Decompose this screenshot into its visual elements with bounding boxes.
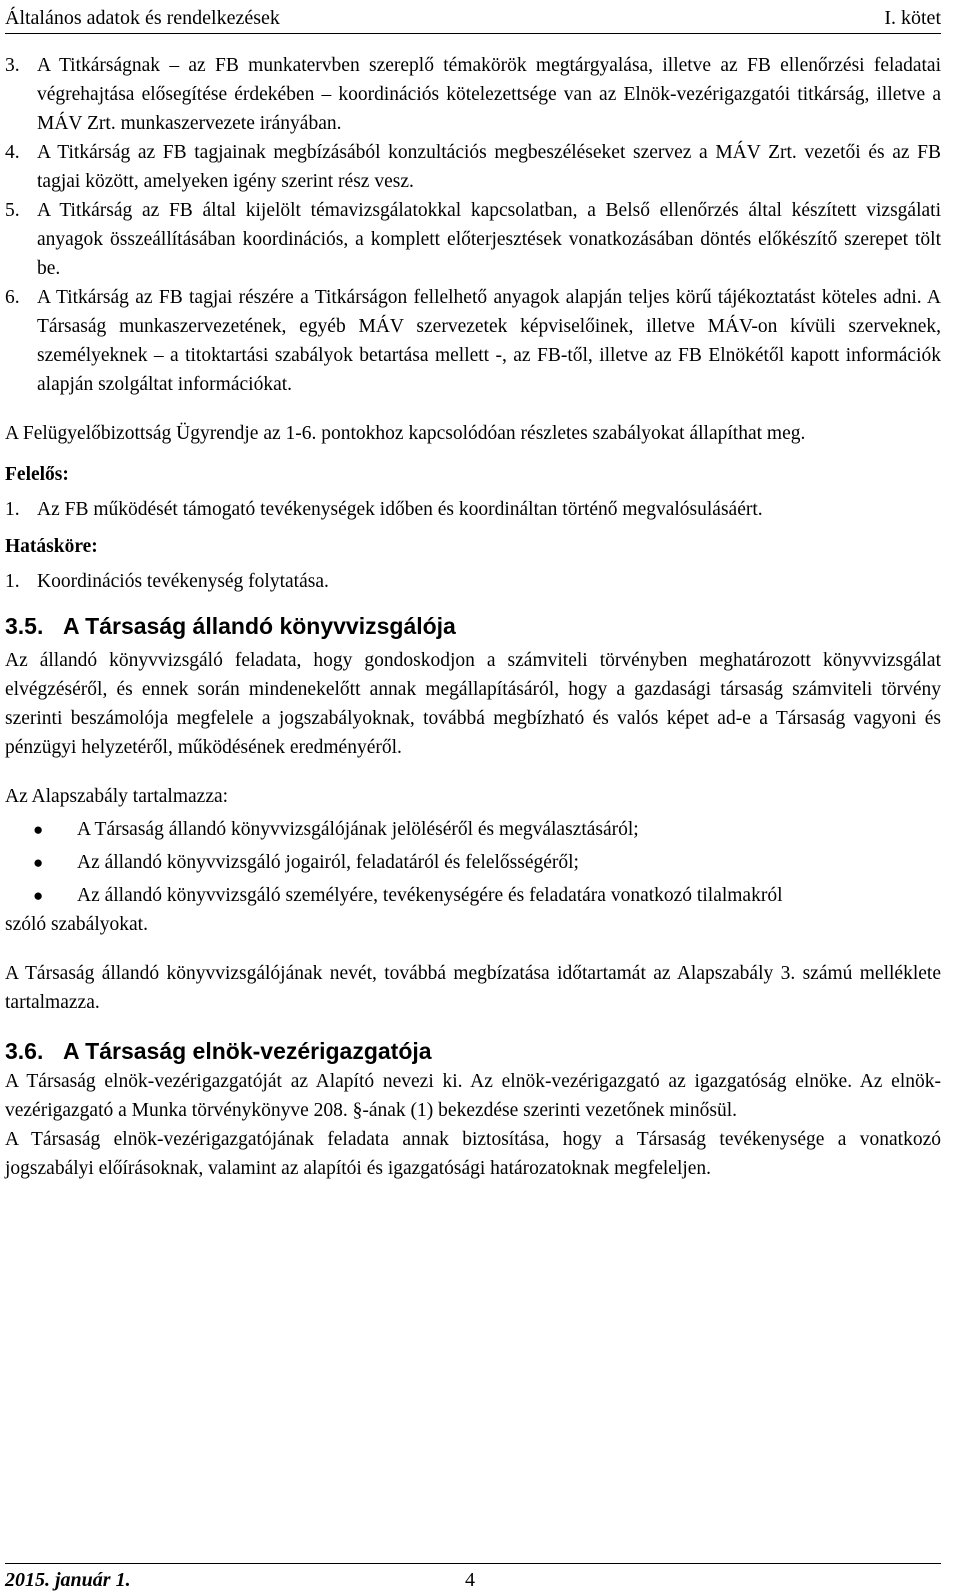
page-header: [5, 0, 941, 34]
item-text: A Titkárság az FB tagjainak megbízásából konzultációs megbeszéléseket szervez a MÁV Zrt. vezetői és az FB tagjai között, amelyeken igény szerint rész vesz.: [37, 142, 941, 192]
list-item: [5, 51, 941, 138]
header-volume: I. kötet: [884, 7, 941, 29]
list-item: [5, 138, 941, 196]
list-item: [5, 567, 941, 596]
item-text: Koordinációs tevékenység folytatása.: [37, 571, 329, 592]
titkarsag-duties-list: [5, 51, 941, 399]
item-text: A Titkárság az FB tagjai részére a Titkárságon fellelhető anyagok alapján teljes körű tájékoztatást köteles adni. A Társaság munkaszervezetének, egyéb MÁV szervezetek képviselőinek, illetve MÁV-on kívüli szerveknek, személyeknek – a titoktartási szabályok betartása mellett -, az FB-től, illetve az FB Elnökétől kapott információk alapján szolgáltat információkat.: [37, 287, 941, 395]
section-title: A Társaság elnök-vezérigazgatója: [63, 1038, 432, 1064]
alapszabaly-bullet-list: [5, 815, 941, 910]
item-number: 5.: [5, 200, 20, 221]
ceo-paragraph-2: A Társaság elnök-vezérigazgatójának feladata annak biztosítása, hogy a Társaság tevékenysége a vonatkozó jogszabályi előírásoknak, valamint az alapítói és igazgatósági határozatoknak megfeleljen.: [5, 1129, 941, 1179]
item-number: 1.: [5, 499, 20, 520]
felelos-label: Felelős:: [5, 464, 69, 485]
section-number: 3.5.: [5, 613, 44, 639]
list-item: [5, 196, 941, 283]
auditor-name-paragraph: A Társaság állandó könyvvizsgálójának nevét, továbbá megbízatása időtartamát az Alapszabály 3. számú melléklete tartalmazza.: [5, 963, 941, 1013]
page-footer: [5, 1563, 941, 1595]
header-title: Általános adatok és rendelkezések: [5, 7, 280, 29]
item-text: A Társaság állandó könyvvizsgálójának jelöléséről és megválasztásáról;: [77, 819, 639, 840]
footer-date: 2015. január 1.: [5, 1569, 131, 1591]
item-text: A Titkárság az FB által kijelölt témavizsgálatokkal kapcsolatban, a Belső ellenőrzés által készített vizsgálati anyagok összeállításában koordinációs, a komplett előterjesztések vonatkozásában döntés előkészítő szerepet tölt be.: [37, 200, 941, 279]
section-title: A Társaság állandó könyvvizsgálója: [63, 613, 456, 639]
list-item: [5, 815, 941, 844]
ceo-paragraph-1: A Társaság elnök-vezérigazgatóját az Alapító nevezi ki. Az elnök-vezérigazgató az igazgatóság elnöke. Az elnök-vezérigazgató a Munka törvénykönyve 208. §-ának (1) bekezdése szerinti vezetőnek minősül.: [5, 1071, 941, 1121]
bullet-icon: ●: [33, 886, 44, 905]
item-text: Az FB működését támogató tevékenységek időben és koordináltan történő megvalósulásáért.: [37, 499, 763, 520]
page-number: 4: [465, 1569, 475, 1591]
bullet-icon: ●: [33, 853, 44, 872]
section-heading-3-6: [5, 1035, 941, 1067]
item-text: Az állandó könyvvizsgáló jogairól, feladatáról és felelősségéről;: [77, 852, 579, 873]
alapszabaly-intro: Az Alapszabály tartalmazza:: [5, 786, 229, 807]
section-number: 3.6.: [5, 1038, 44, 1064]
item-number: 3.: [5, 55, 20, 76]
auditor-paragraph: Az állandó könyvvizsgáló feladata, hogy gondoskodjon a számviteli törvényben meghatározott könyvvizsgálat elvégzéséről, és ennek során mindenekelőtt annak megállapításáról, hogy a gazdasági társaság számviteli törvény szerinti beszámolója megfelele a jogszabályoknak, továbbá megbízható és valós képet ad-e a Társaság vagyoni és pénzügyi helyzetéről, működésének eredményéről.: [5, 650, 941, 758]
ugyrend-paragraph: A Felügyelőbizottság Ügyrendje az 1-6. pontokhoz kapcsolódóan részletes szabályokat állapíthat meg.: [5, 423, 806, 444]
item-text: A Titkárságnak – az FB munkatervben szereplő témakörök megtárgyalása, illetve az FB ellenőrzési feladatai végrehajtása elősegítése érdekében – koordinációs kötelezettsége van az Elnök-vezérigazgatói titkárság, illetve a MÁV Zrt. munkaszervezete irányában.: [37, 55, 941, 134]
list-item: [5, 283, 941, 399]
section-heading-3-5: [5, 610, 941, 642]
list-item: [5, 881, 941, 910]
item-number: 1.: [5, 571, 20, 592]
list-item: [5, 848, 941, 877]
document-page: [5, 0, 941, 1183]
bullet-icon: ●: [33, 820, 44, 839]
hataskore-label: Hatásköre:: [5, 536, 98, 557]
list-item: [5, 495, 941, 524]
item-text: Az állandó könyvvizsgáló személyére, tevékenységére és feladatára vonatkozó tilalmakról: [77, 885, 783, 906]
closing-line: szóló szabályokat.: [5, 914, 148, 935]
item-number: 4.: [5, 142, 20, 163]
item-number: 6.: [5, 287, 20, 308]
